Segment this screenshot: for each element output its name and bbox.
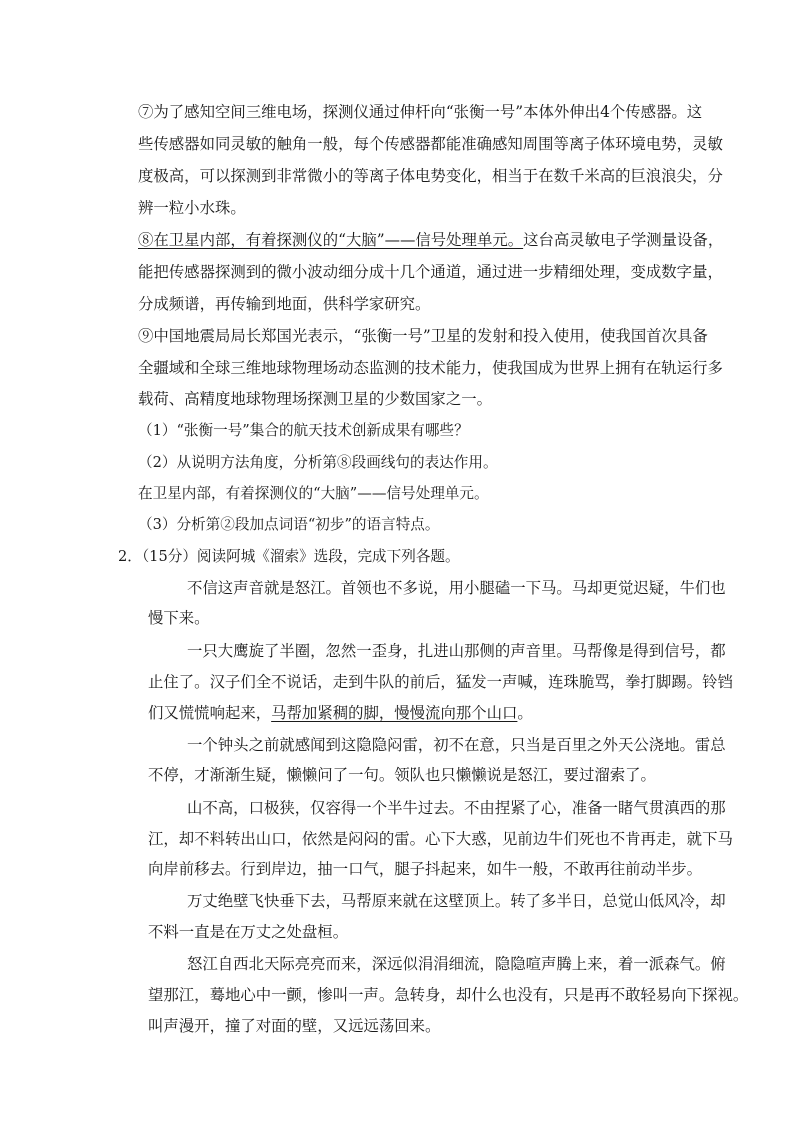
paragraph-8-line-1-rest: 这台高灵敏电子学测量设备， — [523, 231, 724, 249]
q2-paragraph-6-line-3: 叫声漫开，撞了对面的壁，又远远荡回来。 — [148, 1017, 441, 1035]
paragraph-7-line-1: ⑦为了感知空间三维电场，探测仪通过伸杆向“张衡一号”本体外伸出4个传感器。这 — [138, 103, 703, 121]
paragraph-8-line-1 — [138, 230, 723, 250]
sub-question-1: （1）“张衡一号”集合的航天技术创新成果有哪些？ — [138, 422, 469, 439]
q2-paragraph-4-line-1: 山不高，口极狭，仅容得一个半牛过去。不由捏紧了心，准备一睹气贯滇西的那 — [187, 799, 726, 817]
q2-paragraph-2-line-2: 止住了。汉子们全不说话，走到牛队的前后，猛发一声喊，连珠脆骂，拳打脚踢。铃铛 — [148, 673, 733, 691]
sub-question-2-quote: 在卫星内部，有着探测仪的“大脑”——信号处理单元。 — [138, 485, 489, 502]
bell-line-suffix: 。 — [517, 704, 533, 722]
paragraph-7-line-4: 辨一粒小水珠。 — [138, 199, 246, 217]
q2-paragraph-3-line-1: 一个钟头之前就感闻到这隐隐闷雷，初不在意，只当是百里之外天公浇地。雷总 — [187, 736, 726, 754]
paragraph-9-line-2: 全疆域和全球三维地球物理场动态监测的技术能力，使我国成为世界上拥有在轨运行多 — [138, 359, 723, 377]
paragraph-8-line-2: 能把传感器探测到的微小波动细分成十几个通道，通过进一步精细处理，变成数字量， — [138, 263, 723, 281]
q2-paragraph-1-line-2: 慢下来。 — [148, 609, 210, 627]
paragraph-9-line-1: ⑨中国地震局局长郑国光表示，“张衡一号”卫星的发射和投入使用，使我国首次具备 — [138, 327, 708, 345]
q2-paragraph-5-line-1: 万丈绝壁飞快垂下去，马帮原来就在这壁顶上。转了多半日，总觉山低风冷，却 — [187, 892, 726, 910]
bell-line-prefix: 们又慌慌响起来， — [148, 704, 272, 722]
q2-paragraph-1-line-1: 不信这声音就是怒江。首领也不多说，用小腿磕一下马。马却更觉迟疑，牛们也 — [187, 579, 726, 597]
paragraph-9-line-3: 载荷、高精度地球物理场探测卫星的少数国家之一。 — [138, 390, 492, 408]
q2-paragraph-3-line-2: 不停，才渐渐生疑，懒懒问了一句。领队也只懒懒说是怒江，要过溜索了。 — [148, 766, 656, 784]
q2-paragraph-2-line-3 — [148, 703, 533, 723]
q2-paragraph-4-line-3: 向岸前移去。行到岸边，抽一口气，腿子抖起来，如牛一般，不敢再往前动半步。 — [148, 860, 703, 878]
paragraph-7-line-2: 些传感器如同灵敏的触角一般，每个传感器都能准确感知周围等离子体环境电势，灵敏 — [138, 135, 723, 153]
sub-question-3: （3）分析第②段加点词语“初步”的语言特点。 — [138, 516, 440, 533]
q2-paragraph-6-line-1: 怒江自西北天际亮亮而来，深远似涓涓细流，隐隐喧声腾上来，着一派森气。俯 — [187, 955, 726, 973]
sub-question-2: （2）从说明方法角度，分析第⑧段画线句的表达作用。 — [138, 454, 498, 471]
paragraph-7-line-3: 度极高，可以探测到非常微小的等离子体电势变化，相当于在数千米高的巨浪浪尖，分 — [138, 167, 723, 185]
q2-paragraph-5-line-2: 不料一直是在万丈之处盘桓。 — [148, 923, 349, 941]
paragraph-8-line-3: 分成频谱，再传输到地面，供科学家研究。 — [138, 295, 431, 313]
q2-paragraph-2-line-1: 一只大鹰旋了半圈，忽然一歪身，扎进山那侧的声音里。马帮像是得到信号，都 — [187, 642, 726, 660]
q2-paragraph-6-line-2: 望那江，蓦地心中一颤，惨叫一声。急转身，却什么也没有，只是再不敢轻易向下探视。 — [148, 986, 749, 1004]
underlined-sentence: ⑧在卫星内部，有着探测仪的“大脑”——信号处理单元。 — [138, 231, 524, 249]
underlined-sentence-2: 马帮加紧稠的脚，慢慢流向那个山口 — [271, 704, 518, 722]
question-2-heading: 2．（15分）阅读阿城《溜索》选段，完成下列各题。 — [118, 548, 460, 565]
q2-paragraph-4-line-2: 江，却不料转出山口，依然是闷闷的雷。心下大惑，见前边牛们死也不肯再走，就下马 — [148, 830, 733, 848]
